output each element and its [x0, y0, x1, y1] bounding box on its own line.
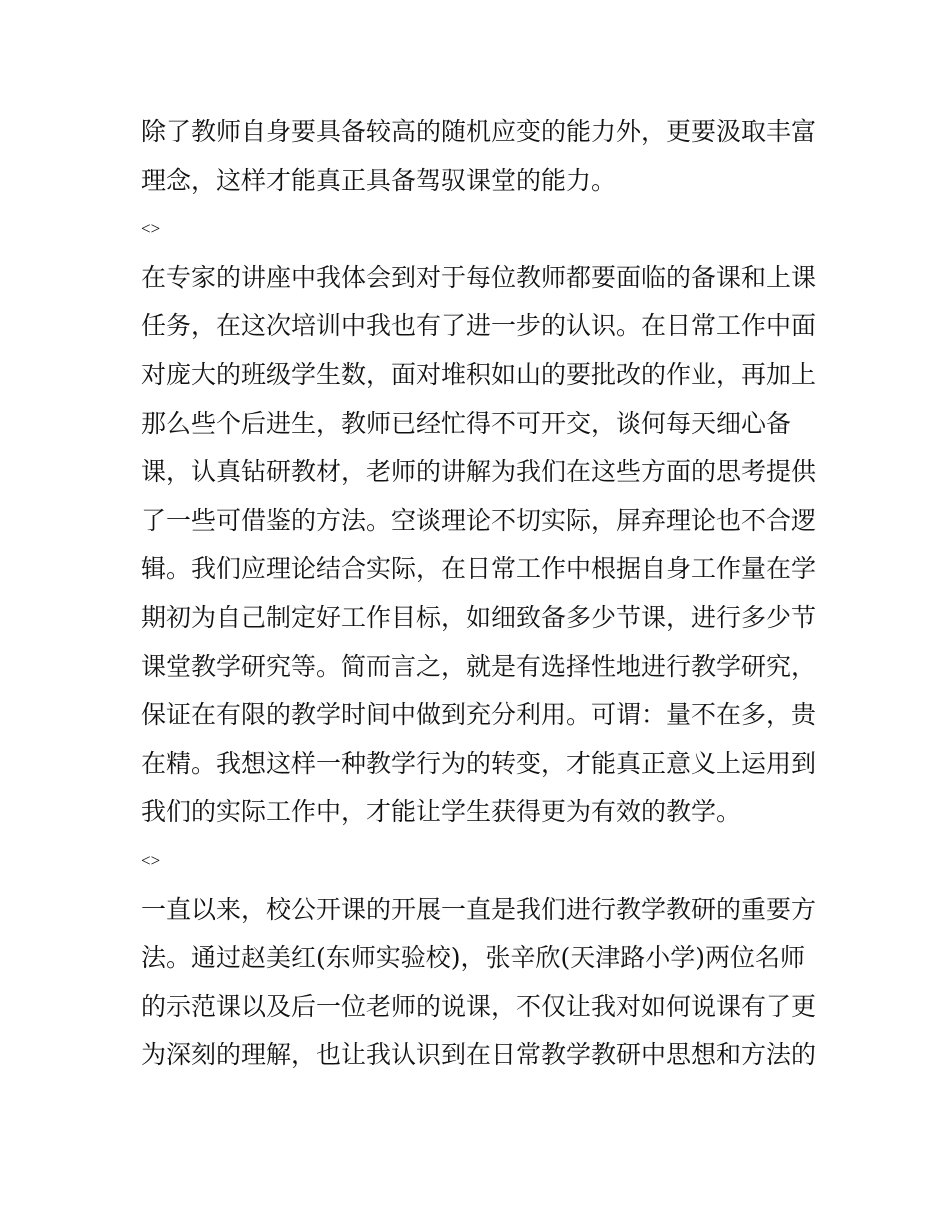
text-line: 的示范课以及后一位老师的说课，不仅让我对如何说课有了更	[141, 991, 817, 1021]
text-line: 理念，这样才能真正具备驾驭课堂的能力。	[141, 165, 617, 195]
text-line: 在精。我想这样一种教学行为的转变，才能真正意义上运用到	[141, 748, 817, 778]
text-line: 法。通过赵美红(东师实验校)，张辛欣(天津路小学)两位名师	[141, 943, 806, 973]
text-line: 除了教师自身要具备较高的随机应变的能力外，更要汲取丰富	[141, 117, 817, 146]
text-line: 课堂教学研究等。简而言之，就是有选择性地进行教学研究，	[141, 651, 817, 681]
text-line: 那么些个后进生，教师已经忙得不可开交，谈何每天细心备	[141, 408, 792, 438]
text-line: 任务，在这次培训中我也有了进一步的认识。在日常工作中面	[141, 311, 817, 341]
text-line: 保证在有限的教学时间中做到充分利用。可谓：量不在多，贵	[141, 700, 817, 730]
text-line: 课，认真钻研教材，老师的讲解为我们在这些方面的思考提供	[141, 457, 817, 487]
text-line: 对庞大的班级学生数，面对堆积如山的要批改的作业，再加上	[141, 359, 817, 389]
text-line: 期初为自己制定好工作目标，如细致备多少节课，进行多少节	[141, 602, 817, 632]
text-line: 为深刻的理解，也让我认识到在日常教学教研中思想和方法的	[141, 1040, 817, 1070]
document-body	[141, 108, 821, 1080]
paragraph-separator: <>	[141, 219, 161, 239]
text-line: 我们的实际工作中，才能让学生获得更为有效的教学。	[141, 797, 742, 827]
text-line: 一直以来，校公开课的开展一直是我们进行教学教研的重要方	[141, 894, 817, 924]
text-line: 辑。我们应理论结合实际，在日常工作中根据自身工作量在学	[141, 554, 817, 584]
paragraph-separator: <>	[141, 850, 161, 870]
text-line: 了一些可借鉴的方法。空谈理论不切实际，屏弃理论也不合逻	[141, 505, 817, 535]
text-line: 在专家的讲座中我体会到对于每位教师都要面临的备课和上课	[141, 262, 817, 292]
